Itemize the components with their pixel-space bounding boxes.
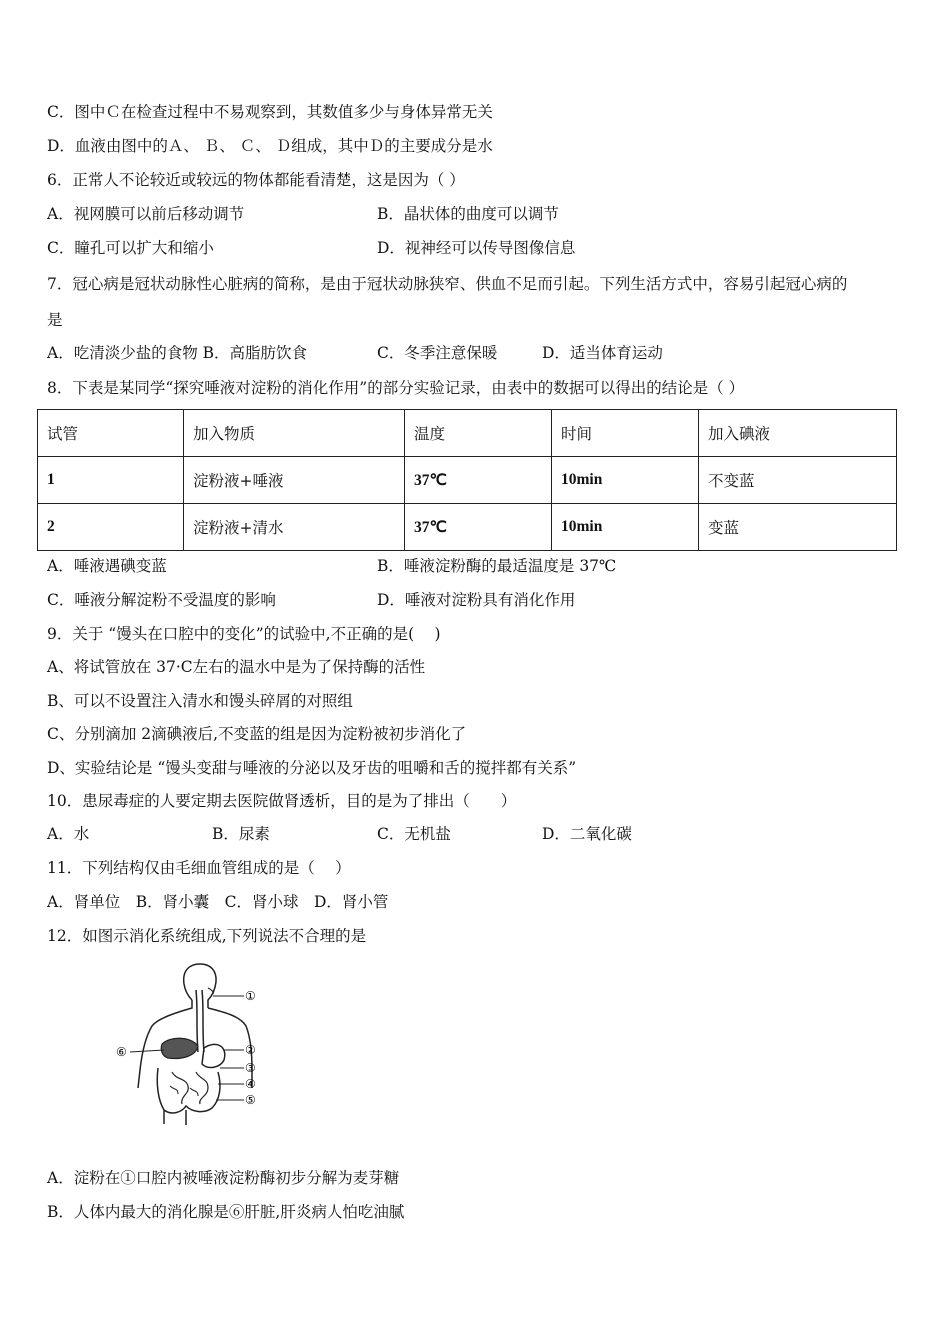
table-row bbox=[38, 504, 897, 551]
figure-label-5: ⑤ bbox=[245, 1093, 256, 1107]
table-cell: 37℃ bbox=[405, 457, 552, 504]
digestive-system-figure bbox=[112, 960, 272, 1135]
option-6a: A．视网膜可以前后移动调节 bbox=[47, 205, 245, 223]
option-6c: C．瞳孔可以扩大和缩小 bbox=[47, 239, 214, 257]
question-7: 7．冠心病是冠状动脉性心脏病的简称，是由于冠状动脉狭窄、供血不足而引起。下列生活方式中，容易引起冠心病的 bbox=[47, 275, 848, 293]
option-8c: C．唾液分解淀粉不受温度的影响 bbox=[47, 591, 276, 609]
figure-label-1: ① bbox=[245, 989, 256, 1003]
label-line-6 bbox=[130, 1050, 164, 1052]
option-9b: B、可以不设置注入清水和馒头碎屑的对照组 bbox=[47, 692, 353, 710]
option-6b: B．晶状体的曲度可以调节 bbox=[377, 205, 559, 223]
question-7-cont: 是 bbox=[47, 311, 63, 329]
option-8a: A．唾液遇碘变蓝 bbox=[47, 557, 167, 575]
option-7ab: A．吃清淡少盐的食物 B．高脂肪饮食 bbox=[47, 344, 308, 362]
table-cell: 淀粉液+清水 bbox=[184, 504, 405, 551]
option-11: A．肾单位 B．肾小囊 C．肾小球 D．肾小管 bbox=[47, 893, 389, 911]
experiment-table bbox=[37, 409, 897, 551]
figure-label-2: ② bbox=[245, 1043, 256, 1057]
table-cell: 不变蓝 bbox=[699, 457, 897, 504]
question-9: 9．关于 “馒头在口腔中的变化”的试验中,不正确的是( ) bbox=[47, 625, 441, 643]
question-12: 12．如图示消化系统组成,下列说法不合理的是 bbox=[47, 927, 367, 945]
option-5c: C．图中Ｃ在检查过程中不易观察到，其数值多少与身体异常无关 bbox=[47, 103, 493, 121]
table-cell: 10min bbox=[552, 457, 699, 504]
question-8: 8．下表是某同学“探究唾液对淀粉的消化作用”的部分实验记录，由表中的数据可以得出的结论是（ ） bbox=[47, 379, 745, 397]
option-12a: A．淀粉在①口腔内被唾液淀粉酶初步分解为麦芽糖 bbox=[47, 1169, 400, 1187]
question-11: 11．下列结构仅由毛细血管组成的是（ ） bbox=[47, 859, 351, 877]
table-cell: 1 bbox=[38, 457, 184, 504]
option-9a: A、将试管放在 37·C左右的温水中是为了保持酶的活性 bbox=[47, 658, 426, 676]
table-cell: 10min bbox=[552, 504, 699, 551]
figure-label-4: ④ bbox=[245, 1077, 256, 1091]
option-10a: A．水 bbox=[47, 825, 90, 843]
table-header: 时间 bbox=[552, 410, 699, 457]
table-cell: 37℃ bbox=[405, 504, 552, 551]
table-header: 加入物质 bbox=[184, 410, 405, 457]
option-7d: D．适当体育运动 bbox=[542, 344, 663, 362]
table-cell: 淀粉液+唾液 bbox=[184, 457, 405, 504]
table-row bbox=[38, 457, 897, 504]
option-12b: B．人体内最大的消化腺是⑥肝脏,肝炎病人怕吃油腻 bbox=[47, 1203, 405, 1221]
figure-label-3: ③ bbox=[245, 1061, 256, 1075]
option-9c: C、分别滴加 2滴碘液后,不变蓝的组是因为淀粉被初步消化了 bbox=[47, 725, 467, 743]
option-10c: C．无机盐 bbox=[377, 825, 451, 843]
table-cell: 2 bbox=[38, 504, 184, 551]
option-9d: D、实验结论是 “馒头变甜与唾液的分泌以及牙齿的咀嚼和舌的搅拌都有关系” bbox=[47, 759, 577, 777]
table-header-row bbox=[38, 410, 897, 457]
table-header: 加入碘液 bbox=[699, 410, 897, 457]
option-10b: B．尿素 bbox=[212, 825, 270, 843]
option-5d: D．血液由图中的Ａ、 Ｂ、 Ｃ、 Ｄ组成，其中Ｄ的主要成分是水 bbox=[47, 137, 493, 155]
option-8d: D．唾液对淀粉具有消化作用 bbox=[377, 591, 576, 609]
table-header: 温度 bbox=[405, 410, 552, 457]
figure-label-6: ⑥ bbox=[116, 1045, 127, 1059]
option-8b: B．唾液淀粉酶的最适温度是 37℃ bbox=[377, 557, 617, 575]
table-cell: 变蓝 bbox=[699, 504, 897, 551]
option-10d: D．二氧化碳 bbox=[542, 825, 632, 843]
table-header: 试管 bbox=[38, 410, 184, 457]
question-6: 6．正常人不论较近或较远的物体都能看清楚，这是因为（ ） bbox=[47, 171, 465, 189]
option-7c: C．冬季注意保暖 bbox=[377, 344, 498, 362]
question-10: 10．患尿毒症的人要定期去医院做肾透析，目的是为了排出（ ） bbox=[47, 792, 517, 810]
option-6d: D．视神经可以传导图像信息 bbox=[377, 239, 576, 257]
